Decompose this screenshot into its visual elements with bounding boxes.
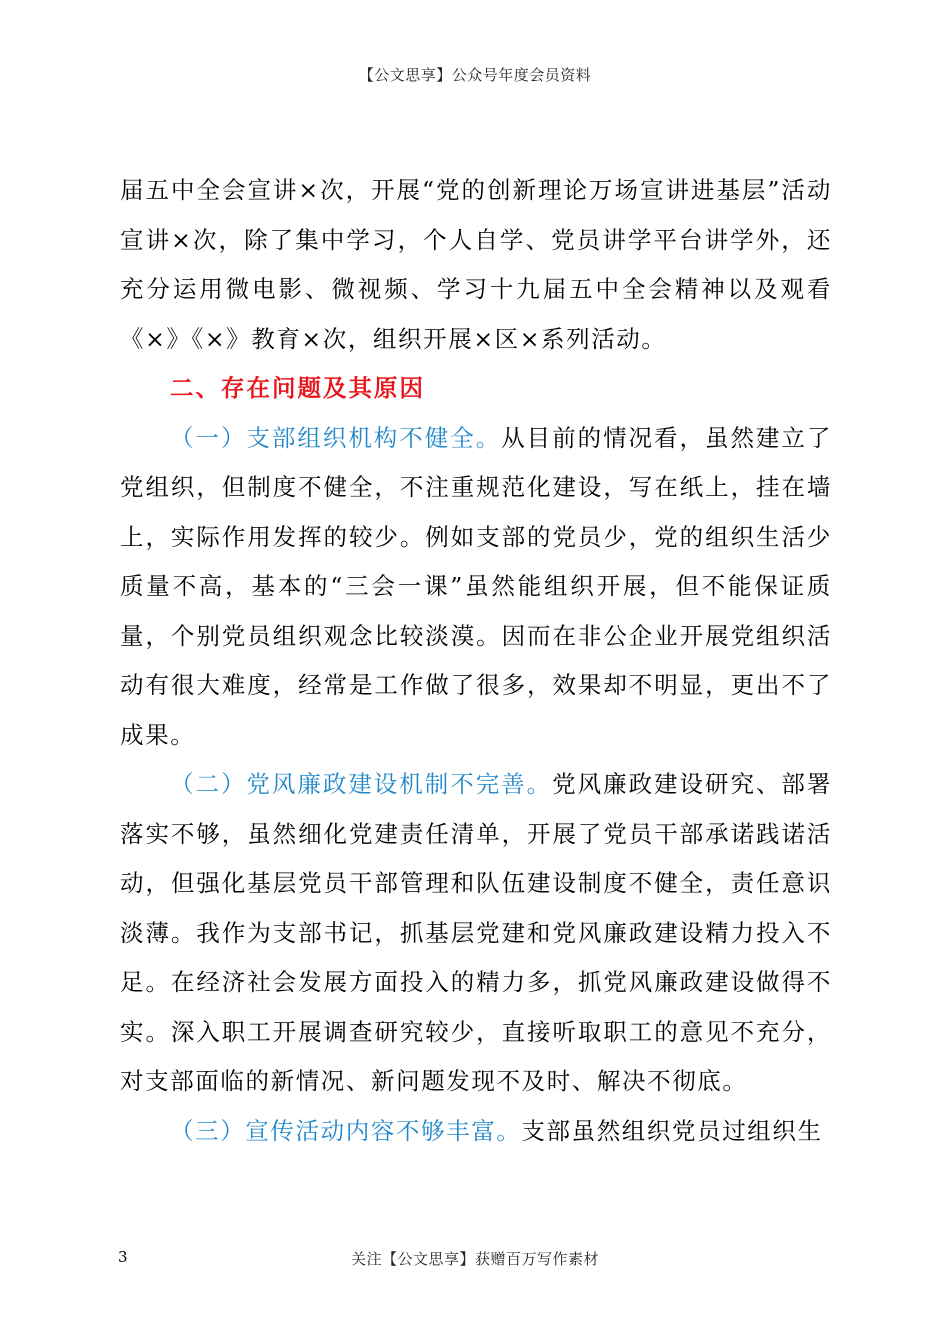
paragraph-subsection-3 (120, 1107, 832, 1157)
subsection-title-3: （三）宣传活动内容不够丰富。 (170, 1116, 522, 1145)
subsection-title-1: （一）支部组织机构不健全。 (170, 423, 502, 452)
page-number: 3 (118, 1248, 128, 1266)
page-footer: 关注【公文思享】获赠百万写作素材 (350, 1250, 599, 1268)
subsection-text-1: 从目前的情况看，虽然建立了党组织，但制度不健全，不注重规范化建设，写在纸上，挂在墙上，实际作用发挥的较少。例如支部的党员少，党的组织生活少质量不高，基本的“三会一课”虽然能组织开展，但不能保证质量，个别党员组织观念比较淡漠。因而在非公企业开展党组织活动有很大难度，经常是工作做了很多，效果却不明显，更出不了成果。 (120, 423, 832, 749)
subsection-text-3: 支部虽然组织党员过组织生 (521, 1116, 823, 1145)
subsection-text-2: 党风廉政建设研究、部署落实不够，虽然细化党建责任清单，开展了党员干部承诺践诺活动，但强化基层党员干部管理和队伍建设制度不健全，责任意识淡薄。我作为支部书记，抓基层党建和党风廉政建设精力投入不足。在经济社会发展方面投入的精力多，抓党风廉政建设做得不实。深入职工开展调查研究较少，直接听取职工的意见不充分，对支部面临的新情况、新问题发现不及时、解决不彻底。 (120, 770, 832, 1095)
paragraph-subsection-1 (120, 414, 832, 761)
paragraph-continued: 届五中全会宣讲×次，开展“党的创新理论万场宣讲进基层”活动宣讲×次，除了集中学习，个人自学、党员讲学平台讲学外，还充分运用微电影、微视频、学习十九届五中全会精神以及观看《×》《×》教育×次，组织开展×区×系列活动。 (120, 176, 832, 353)
page-header: 【公文思享】公众号年度会员资料 (358, 66, 592, 84)
subsection-title-2: （二）党风廉政建设机制不完善。 (170, 770, 553, 798)
document-body (120, 166, 832, 1156)
section-heading: 二、存在问题及其原因 (170, 374, 425, 402)
paragraph-subsection-2 (120, 760, 832, 1107)
